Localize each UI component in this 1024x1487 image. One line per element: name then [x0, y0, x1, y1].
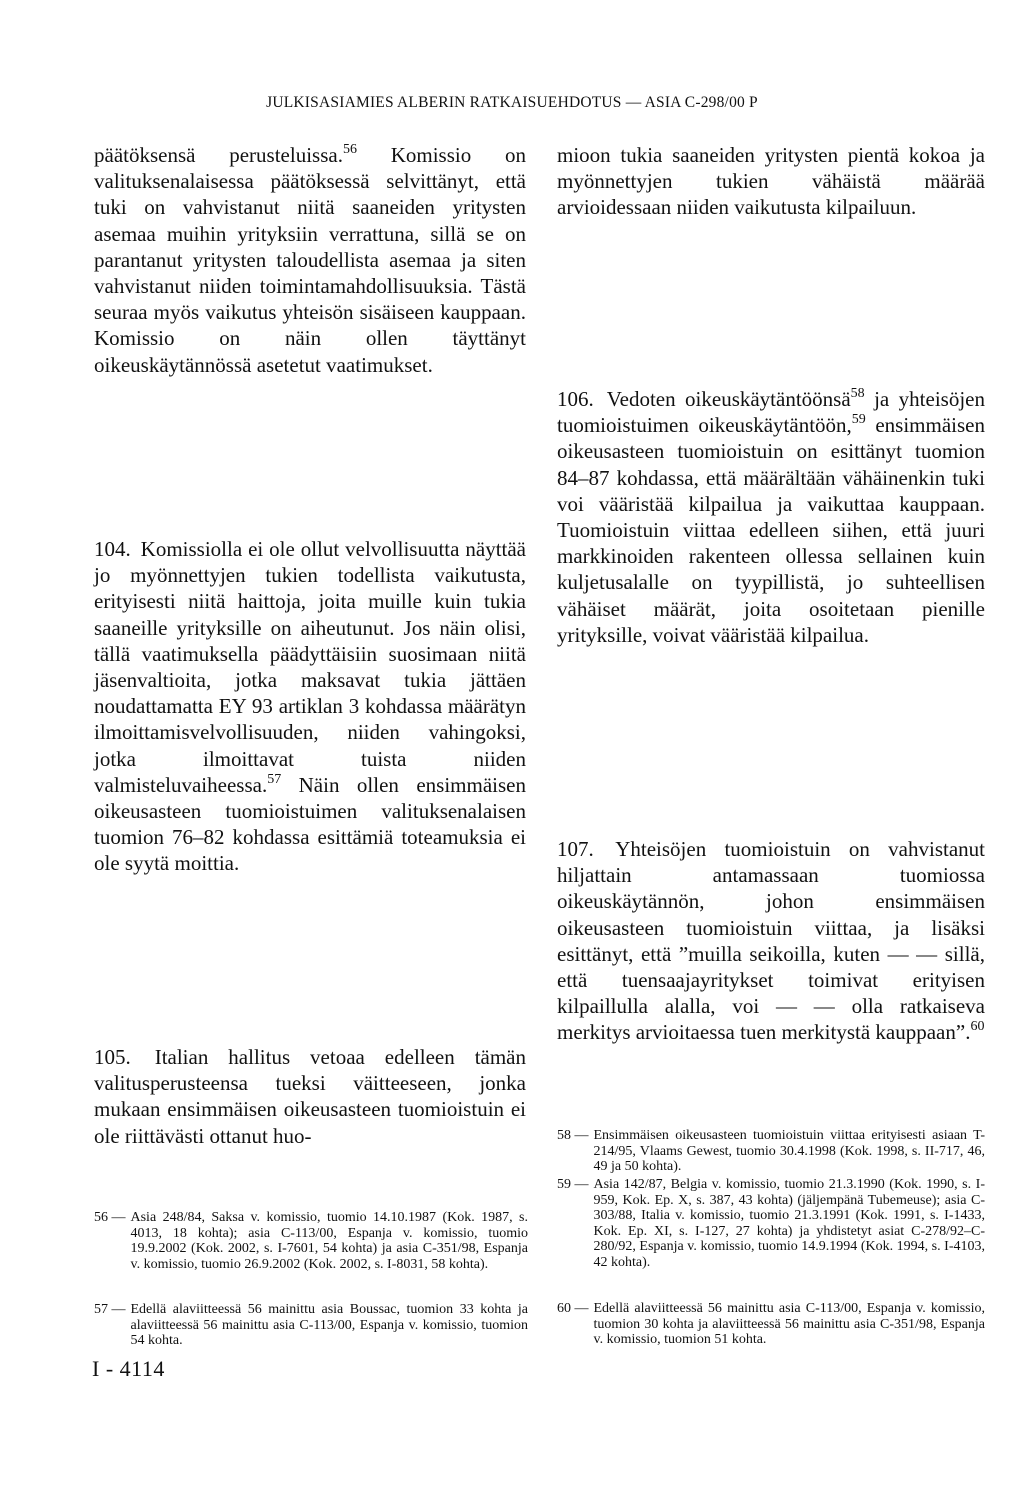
paragraph-107: 107. Yhteisöjen tuomioistuin on vahvistanut hiljattain antamassaan tuomiossa oikeuskäytännön, johon ensimmäisen oikeusasteen tuomioistuin viittaa, ja lisäksi esittänyt, että ”muilla seikoilla, kuten — — sillä, että tuensaajayritykset toimivat erityisen kilpaillulla alalla, voi — — olla ratkaiseva merkitys arvioitaessa tuen merkitystä kauppaan”.$^{60}$ [557, 837, 985, 1045]
footnote-60: 60 — Edellä alaviitteessä 56 mainittu asia C-113/00, Espanja v. komissio, tuomion 30 kohta ja alaviitteessä 56 mainittu asia C-351/98, Espanja v. komissio, tuomion 51 kohta. [557, 1301, 985, 1348]
paragraph-number: 105. [94, 1045, 131, 1069]
footnote-ref-59[interactable]: 59 [851, 412, 866, 428]
footnote-56: 56 — Asia 248/84, Saksa v. komissio, tuomio 14.10.1987 (Kok. 1987, s. 4013, 18 kohta); asia C-113/00, Espanja v. komissio, tuomio 19.9.2002 (Kok. 2002, s. I-7601, 54 kohta) ja asia C-351/98, Espanja v. komissio, tuomio 26.9.2002 (Kok. 2002, s. I-8031, 58 kohta). [94, 1210, 528, 1272]
footnote-ref-58[interactable]: 58 [850, 386, 865, 401]
running-header: JULKISASIAMIES ALBERIN RATKAISUEHDOTUS — ASIA C-298/00 P [266, 94, 758, 111]
paragraph-104: 104. Komissiolla ei ole ollut velvollisuutta näyttää jo myönnettyjen tukien todellista vaikutusta, erityisesti niitä haittoja, joita muille kuin tukia saaneille yrityksille on aiheutunut. Jos näin olisi, tällä vaatimuksella päädyttäisiin suosimaan niitä jäsenvaltioita, jotka maksavat tukia jättäen noudattamatta EY 93 artiklan 3 kohdassa määrätyn ilmoittamisvelvollisuuden, niiden vahingoksi, jotka ilmoittavat tuista niiden valmisteluvaiheessa.$^{57}$ Näin ollen ensimmäisen oikeusasteen tuomioistuimen valituksenalaisen tuomion 76–82 kohdassa esittämiä toteamuksia ei ole syytä moittia. [94, 537, 526, 876]
footnote-58: 58 — Ensimmäisen oikeusasteen tuomioistuin viittaa erityisesti asiaan T-214/95, Vlaams Gewest, tuomio 30.4.1998 (Kok. 1998, s. II-717, 46, 49 ja 50 kohta). [557, 1128, 985, 1175]
paragraph-number: 107. [557, 837, 594, 861]
paragraph-105: 105. Italian hallitus vetoaa edelleen tämän valitusperusteensa tueksi väitteeseen, jonka mukaan ensimmäisen oikeusasteen tuomioistuin ei ole riittävästi ottanut huo- [94, 1045, 527, 1148]
paragraph-106: 106. Vedoten oikeuskäytäntöönsä$^{58}$ ja yhteisöjen tuomioistuimen oikeuskäytäntöön,$^{59}$ ensimmäisen oikeusasteen tuomioistuin on esittänyt tuomion 84–87 kohdassa, että määrältään vähäinenkin tuki voi vääristää kilpailua ja vaikuttaa kauppaan. Tuomioistuin viittaa edelleen siihen, että juuri markkinoiden rakenteen ollessa sellainen kuin kuljetusalalle on tyypillistä, jo suhteellisen vähäiset määrät, joita osoitetaan pienille yrityksille, voivat vääristää kilpailua. [557, 386, 985, 647]
paragraph-continuation-right: mioon tukia saaneiden yritysten pientä kokoa ja myönnettyjen tukien vähäistä määrää arvioidessaan niiden vaikutusta kilpailuun. [557, 143, 985, 220]
footnote-ref-56[interactable]: 56 [342, 142, 357, 157]
paragraph-number: 106. [557, 387, 594, 411]
footnote-ref-57[interactable]: 57 [267, 771, 282, 787]
page-number: I - 4114 [92, 1356, 165, 1381]
paragraph-continuation-left: päätöksensä perusteluissa.$^{56}$ Komissio on valituksenalaisessa päätöksessä selvittänyt, että tuki on vahvistanut niitä saaneiden yritysten asemaa muihin yrityksiin verrattuna, sillä se on parantanut yritysten taloudellista asemaa ja siten vahvistanut niiden toimintamahdollisuuksia. Tästä seuraa myös vaikutus yhteisön sisäiseen kauppaan. Komissio on näin ollen täyttänyt oikeuskäytännössä asetetut vaatimukset. [94, 142, 526, 377]
footnote-59: 59 — Asia 142/87, Belgia v. komissio, tuomio 21.3.1990 (Kok. 1990, s. I-959, Kok. Ep. X, s. 387, 43 kohta) (jäljempänä Tubemeuse); asia C-303/88, Italia v. komissio, tuomio 21.3.1991 (Kok. 1991, s. I-1433, Kok. Ep. XI, s. I-127, 27 kohta) ja yhdistetyt asiat C-278/92–C-280/92, Espanja v. komissio, tuomio 14.9.1994 (Kok. 1994, s. I-4103, 42 kohta). [557, 1177, 985, 1270]
footnote-57: 57 — Edellä alaviitteessä 56 mainittu asia Boussac, tuomion 33 kohta ja alaviitteessä 56 mainittu asia C-113/00, Espanja v. komissio, tuomion 54 kohta. [94, 1302, 528, 1349]
footnote-ref-60[interactable]: 60 [970, 1019, 985, 1035]
paragraph-number: 104. [94, 537, 131, 561]
